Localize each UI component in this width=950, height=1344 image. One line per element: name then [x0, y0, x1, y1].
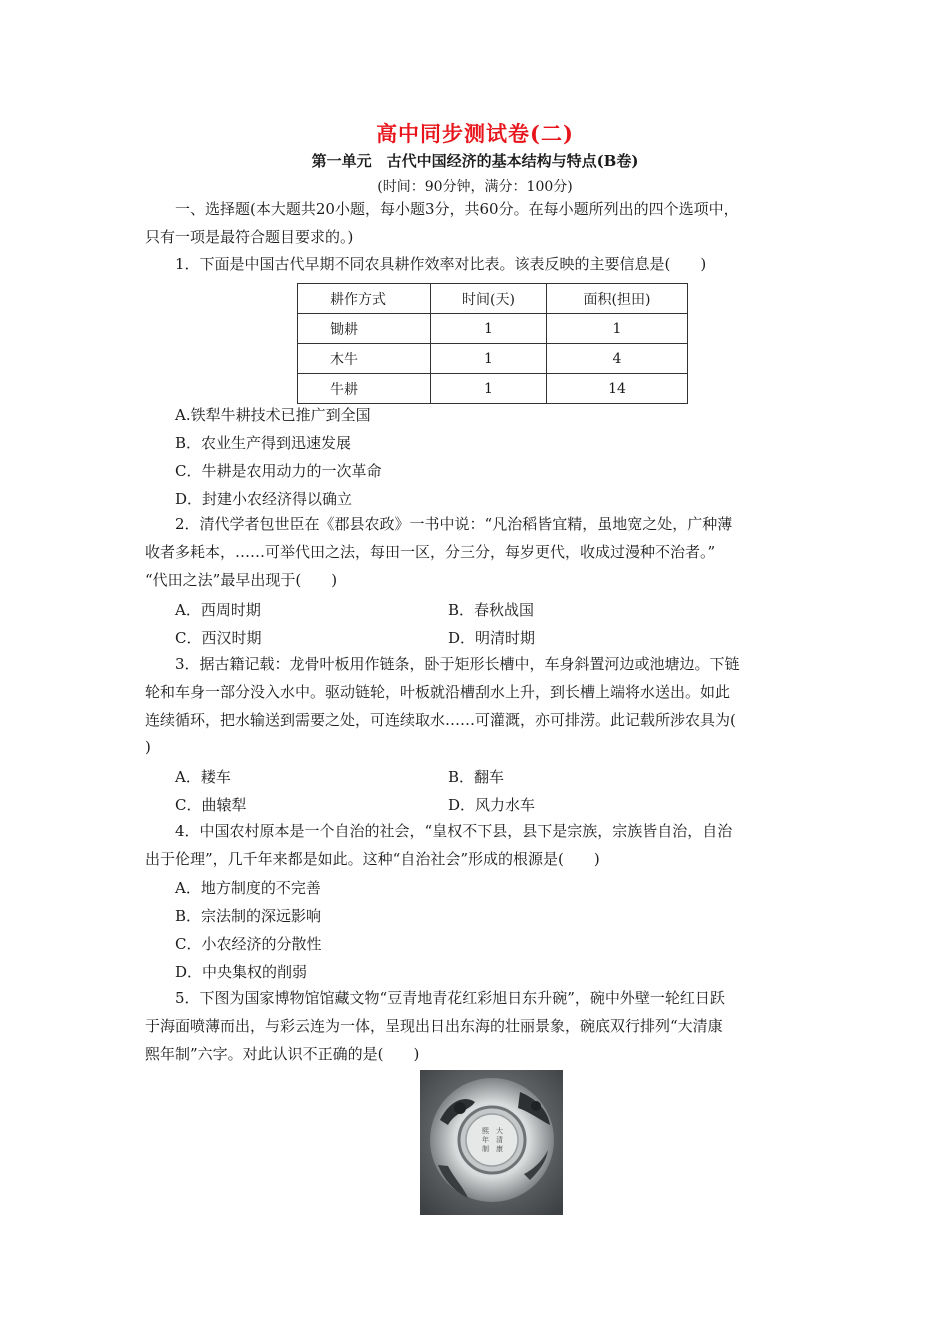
bowl-reign-mark — [478, 1127, 506, 1155]
time-info: (时间：90分钟，满分：100分) — [377, 179, 573, 195]
table-row — [298, 314, 688, 344]
page-title: 高中同步测试卷(二) — [376, 121, 574, 146]
q3-option-c: C．曲辕犁 — [175, 796, 247, 814]
table-header-row — [298, 284, 688, 314]
q2-option-c: C．西汉时期 — [175, 629, 262, 647]
question-2-line1: 2．清代学者包世臣在《郡县农政》一书中说：“凡治稻皆宜精，虽地宽之处，广种薄 — [175, 515, 733, 533]
mark-char: 熙 — [482, 1127, 489, 1135]
mark-char: 康 — [496, 1145, 503, 1153]
q4-option-d: D．中央集权的削弱 — [175, 963, 308, 981]
table-header-cell: 时间(天) — [431, 284, 547, 314]
table-header-cell: 耕作方式 — [298, 284, 431, 314]
question-3-line3: 连续循环，把水输送到需要之处，可连续取水……可灌溉，亦可排涝。此记载所涉农具为( — [145, 711, 736, 729]
q3-option-d: D．风力水车 — [448, 796, 536, 814]
table-header-cell: 面积(担田) — [547, 284, 688, 314]
table-cell: 14 — [547, 374, 688, 404]
question-3-line4: ) — [145, 738, 151, 756]
q3-option-a: A．耧车 — [175, 768, 231, 786]
table-cell: 1 — [431, 344, 547, 374]
q3-option-b: B．翻车 — [448, 768, 505, 786]
q1-option-c: C．牛耕是农用动力的一次革命 — [175, 462, 382, 480]
question-1-stem: 1．下面是中国古代早期不同农具耕作效率对比表。该表反映的主要信息是( ) — [175, 255, 707, 273]
question-4-line2: 出于伦理”，几千年来都是如此。这种“自治社会”形成的根源是( ) — [145, 850, 600, 868]
table-cell: 木牛 — [298, 344, 431, 374]
question-2-line3: “代田之法”最早出现于( ) — [145, 571, 338, 589]
q1-option-a: A.铁犁牛耕技术已推广到全国 — [175, 406, 371, 424]
question-2-line2: 收者多耗本，……可举代田之法，每田一区，分三分，每岁更代，收成过漫种不治者。” — [145, 543, 716, 561]
table-row — [298, 374, 688, 404]
question-3-line2: 轮和车身一部分没入水中。驱动链轮，叶板就沿槽刮水上升，到长槽上端将水送出。如此 — [145, 683, 731, 701]
efficiency-table — [297, 283, 688, 404]
q4-option-b: B．宗法制的深远影响 — [175, 907, 322, 925]
table-cell: 1 — [431, 374, 547, 404]
question-5-line3: 熙年制”六字。对此认识不正确的是( ) — [145, 1045, 420, 1063]
page-subtitle: 第一单元 古代中国经济的基本结构与特点(B卷) — [311, 152, 639, 170]
table-cell: 锄耕 — [298, 314, 431, 344]
q1-option-d: D．封建小农经济得以确立 — [175, 490, 353, 508]
q2-option-b: B．春秋战国 — [448, 601, 535, 619]
section-intro-line1: 一、选择题(本大题共20小题，每小题3分，共60分。在每小题所列出的四个选项中， — [175, 200, 739, 218]
table-cell: 牛耕 — [298, 374, 431, 404]
bowl-photo — [420, 1070, 563, 1215]
q1-option-b: B．农业生产得到迅速发展 — [175, 434, 352, 452]
question-5-line2: 于海面喷薄而出，与彩云连为一体，呈现出日出东海的壮丽景象，碗底双行排列“大清康 — [145, 1017, 723, 1035]
table-cell: 1 — [547, 314, 688, 344]
question-4-line1: 4．中国农村原本是一个自治的社会，“皇权不下县，县下是宗族，宗族皆自治，自治 — [175, 822, 733, 840]
mark-char: 清 — [496, 1136, 503, 1144]
mark-char: 制 — [482, 1145, 489, 1153]
q4-option-a: A．地方制度的不完善 — [175, 879, 321, 897]
mark-char: 年 — [482, 1136, 489, 1144]
question-3-line1: 3．据古籍记载：龙骨叶板用作链条，卧于矩形长槽中，车身斜置河边或池塘边。下链 — [175, 655, 740, 673]
q2-option-a: A．西周时期 — [175, 601, 261, 619]
table-cell: 1 — [431, 314, 547, 344]
q4-option-c: C．小农经济的分散性 — [175, 935, 322, 953]
q2-option-d: D．明清时期 — [448, 629, 536, 647]
mark-char: 大 — [496, 1127, 503, 1135]
table-cell: 4 — [547, 344, 688, 374]
section-intro-line2: 只有一项是最符合题目要求的。) — [145, 228, 354, 246]
question-5-line1: 5．下图为国家博物馆馆藏文物“豆青地青花红彩旭日东升碗”，碗中外壁一轮红日跃 — [175, 989, 725, 1007]
table-row — [298, 344, 688, 374]
